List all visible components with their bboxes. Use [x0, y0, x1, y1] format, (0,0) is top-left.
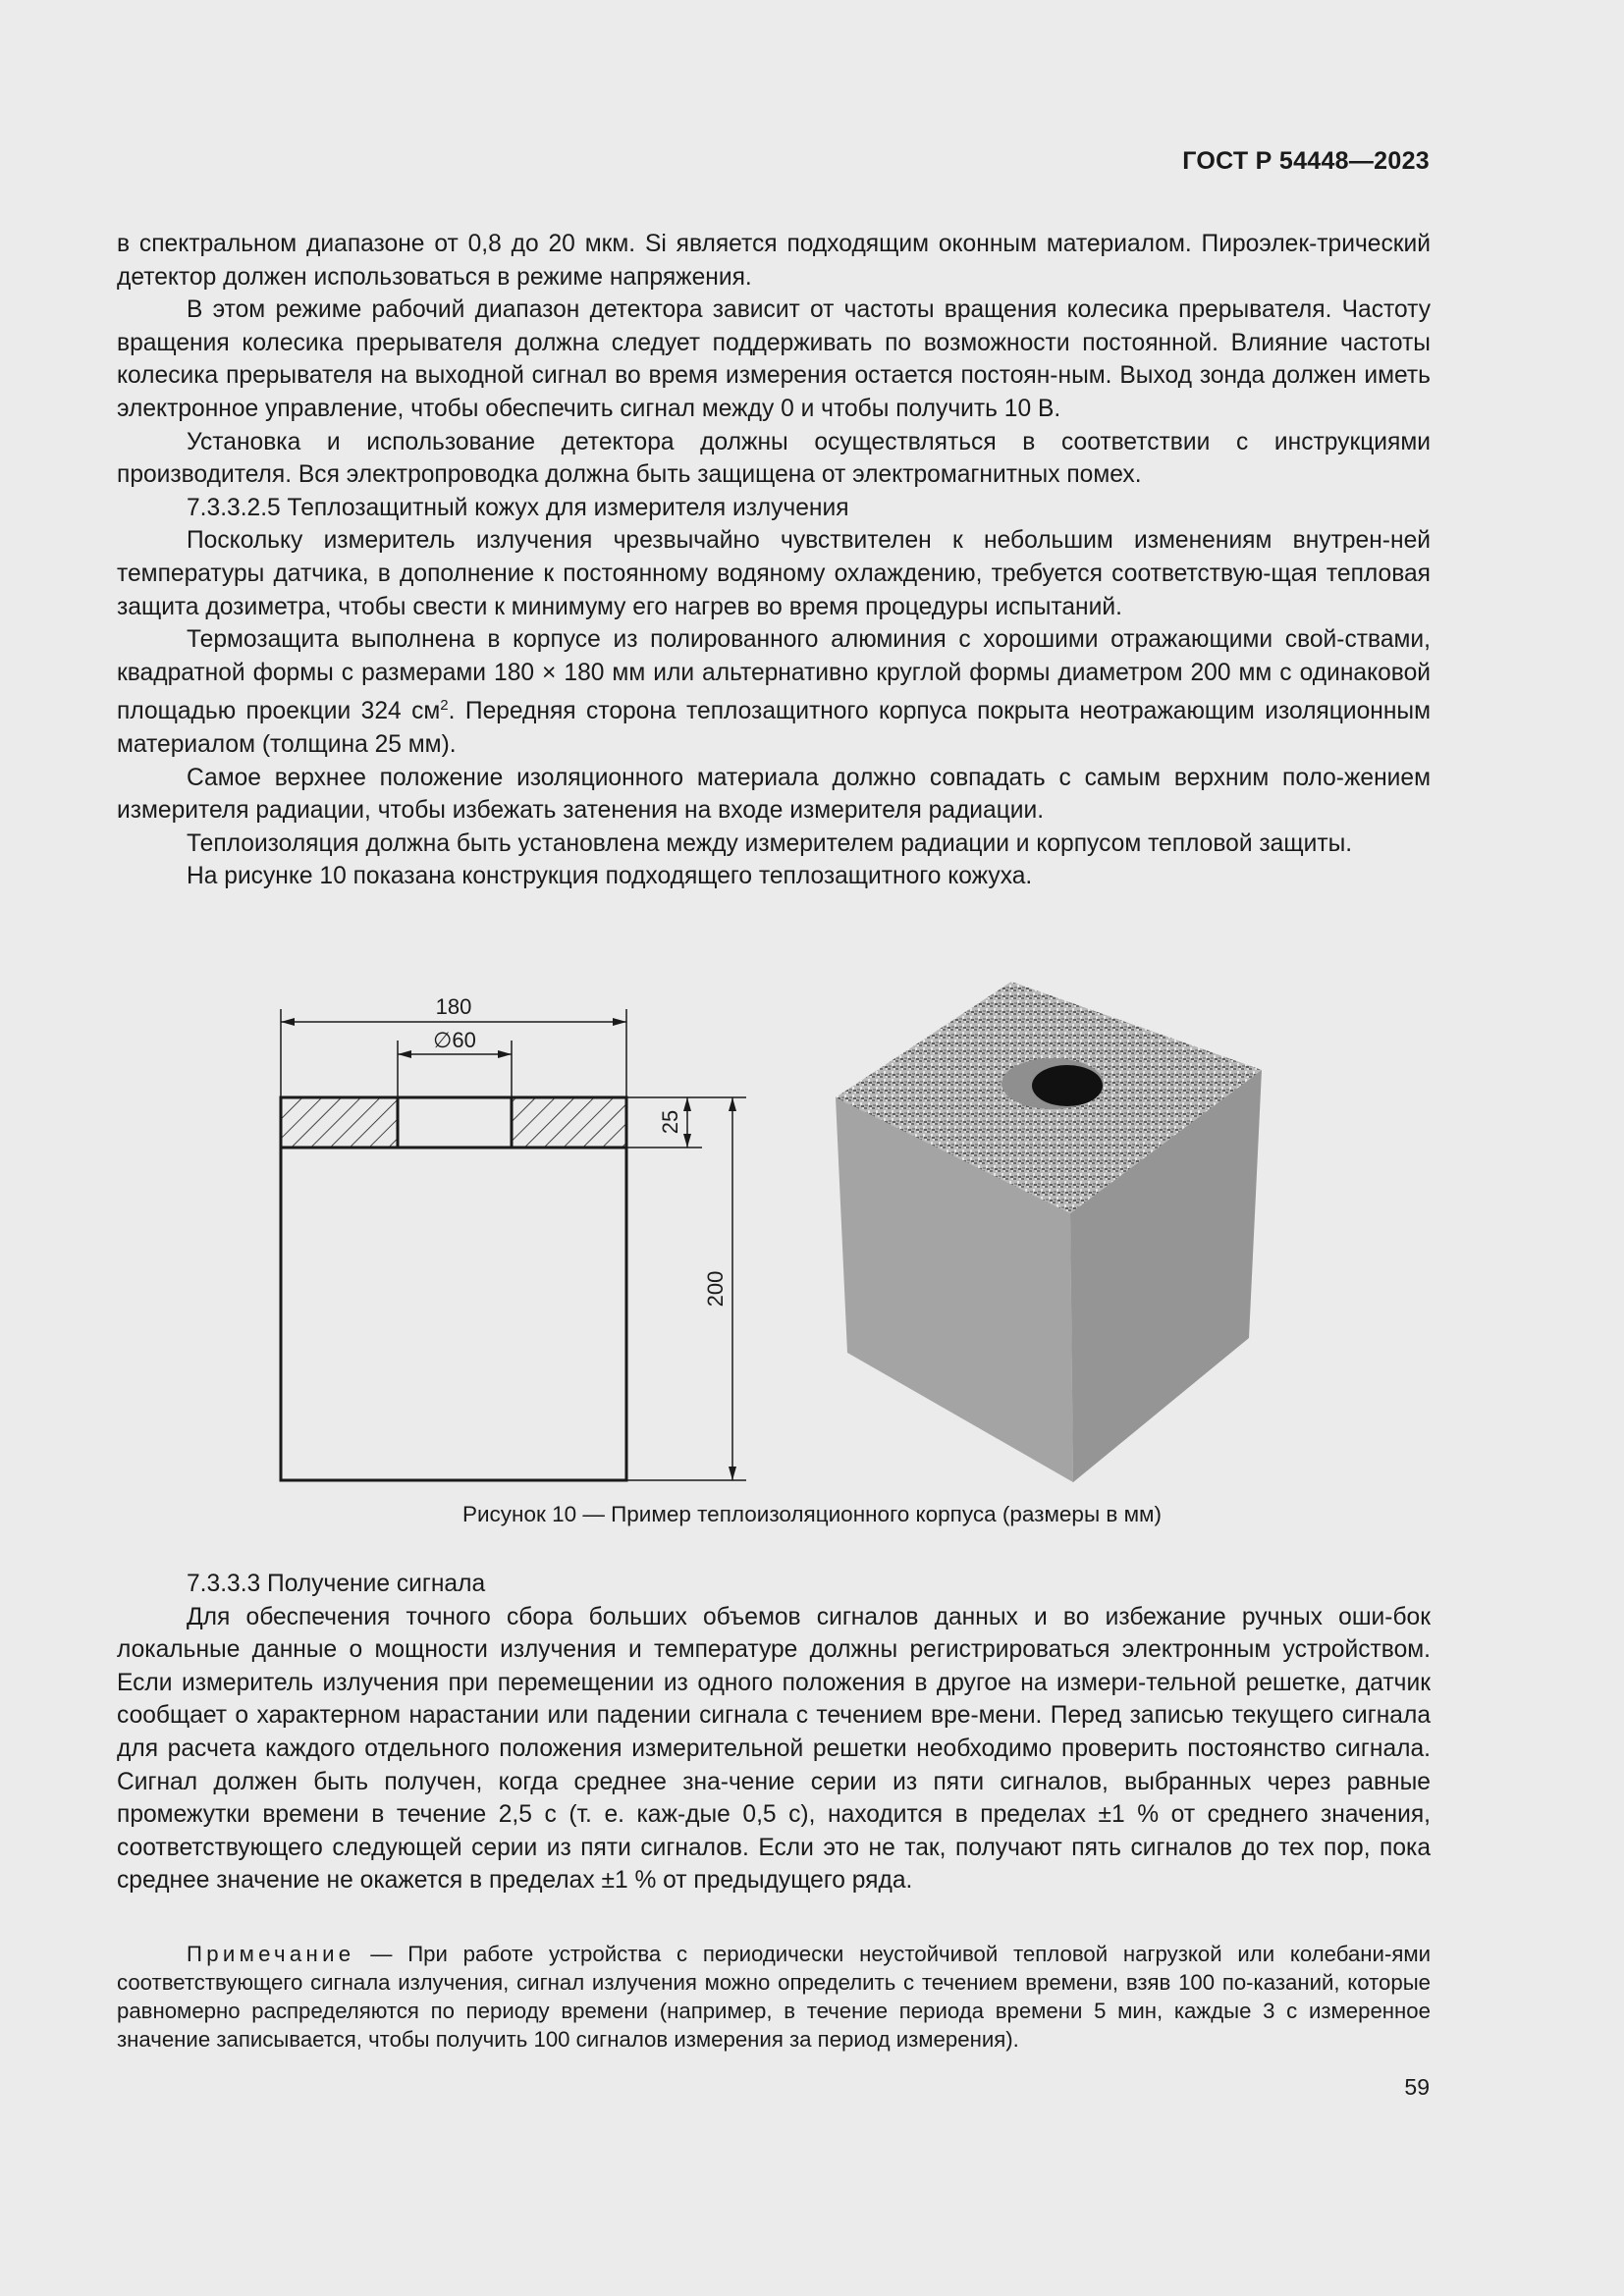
figure-caption: Рисунок 10 — Пример теплоизоляционного корпуса (размеры в мм) [461, 1502, 1162, 1526]
note-label: Примечание [187, 1942, 355, 1966]
paragraph: Поскольку измеритель излучения чрезвычайно чувствителен к небольшим изменениям внутрен-ней температуры датчика, в дополнение к постоянному водяному охлаждению, требуется соответствую-щая тепловая защита дозиметра, чтобы свести к минимуму его нагрев во время процедуры испытаний. [117, 527, 1431, 620]
paragraph: Установка и использование детектора должны осуществляться в соответствии с инструкциями производителя. Вся электропроводка должна быть защищена от электромагнитных помех. [117, 428, 1431, 489]
paragraph: Теплоизоляция должна быть установлена между измерителем радиации и корпусом тепловой защиты. [187, 829, 1353, 857]
dimension-label-height: 200 [703, 1270, 728, 1308]
section-heading: 7.3.3.3 Получение сигнала [187, 1571, 486, 1597]
document-header: ГОСТ Р 54448—2023 [1182, 147, 1430, 175]
superscript: 2 [440, 697, 449, 715]
paragraph: Самое верхнее положение изоляционного материала должно совпадать с самым верхним поло-жением измерителя радиации, чтобы избежать затенения на входе измерителя радиации. [117, 764, 1431, 825]
dimension-label-hole: ∅60 [433, 1028, 476, 1052]
note-text: — При работе устройства с периодически неустойчивой тепловой нагрузкой или колебани-ями соответствующего сигнала излучения, сигнал излучения можно определить с течением времени, взяв 100 по-казаний, которые равномерно распределяются по периоду времени (например, в течение периода времени 5 мин, каждые 3 с измеренное значение записывается, чтобы получить 100 сигналов измерения за период измерения). [117, 1942, 1431, 2052]
dimension-label-top: 25 [658, 1109, 682, 1135]
paragraph-text: . Передняя сторона теплозащитного корпуса покрыта неотражающим изоляционным материалом (толщина 25 мм). [117, 698, 1431, 759]
paragraph: в спектральном диапазоне от 0,8 до 20 мкм. Si является подходящим оконным материалом. Пироэлек-трический детектор должен использоваться в режиме напряжения. [117, 231, 1431, 291]
cube-hole [1032, 1065, 1103, 1106]
note [117, 1940, 1431, 2054]
dimension-label-width: 180 [435, 994, 472, 1019]
paragraph: Для обеспечения точного сбора больших объемов сигналов данных и во избежание ручных оши-бок локальные данные о мощности излучения и температуре должны регистрироваться электронным устройством. Если измеритель излучения при перемещении из одного положения в другое на измери-тельной решетке, датчик сообщает о характерном нарастании или падении сигнала с течением вре-мени. Перед записью текущего сигнала для расчета каждого отдельного положения измерительной решетки необходимо проверить постоянство сигнала. Сигнал должен быть получен, когда среднее зна-чение серии из пяти сигналов, выбранных через равные промежутки времени в течение 2,5 с (т. е. каж-дые 0,5 с), находится в пределах ±1 % от среднего значения, соответствующего следующей серии из пяти сигналов. Если это не так, получают пять сигналов до тех пор, пока среднее значение не окажется в пределах ±1 % от предыдущего ряда. [117, 1603, 1431, 1895]
body-text-bottom [117, 1568, 1431, 1897]
paragraph-text: Термозащита выполнена в корпусе из полированного алюминия с хорошими отражающими свой-ствами, квадратной формы с размерами 180 × 180 мм или альтернативно круглой формы диаметром 200 мм с одинаковой площадью проекции 324 см [117, 626, 1431, 725]
paragraph: На рисунке 10 показана конструкция подходящего теплозащитного кожуха. [187, 863, 1033, 890]
page-number: 59 [1404, 2074, 1430, 2100]
paragraph: В этом режиме рабочий диапазон детектора зависит от частоты вращения колесика прерывателя. Частоту вращения колесика прерывателя должна следует поддерживать по возможности постоянной. Влияние частоты колесика прерывателя на выходной сигнал во время измерения остается постоян-ным. Выход зонда должен иметь электронное управление, чтобы обеспечить сигнал между 0 и чтобы получить 10 В. [117, 296, 1431, 422]
section-heading: 7.3.3.2.5 Теплозащитный кожух для измерителя излучения [187, 494, 849, 521]
